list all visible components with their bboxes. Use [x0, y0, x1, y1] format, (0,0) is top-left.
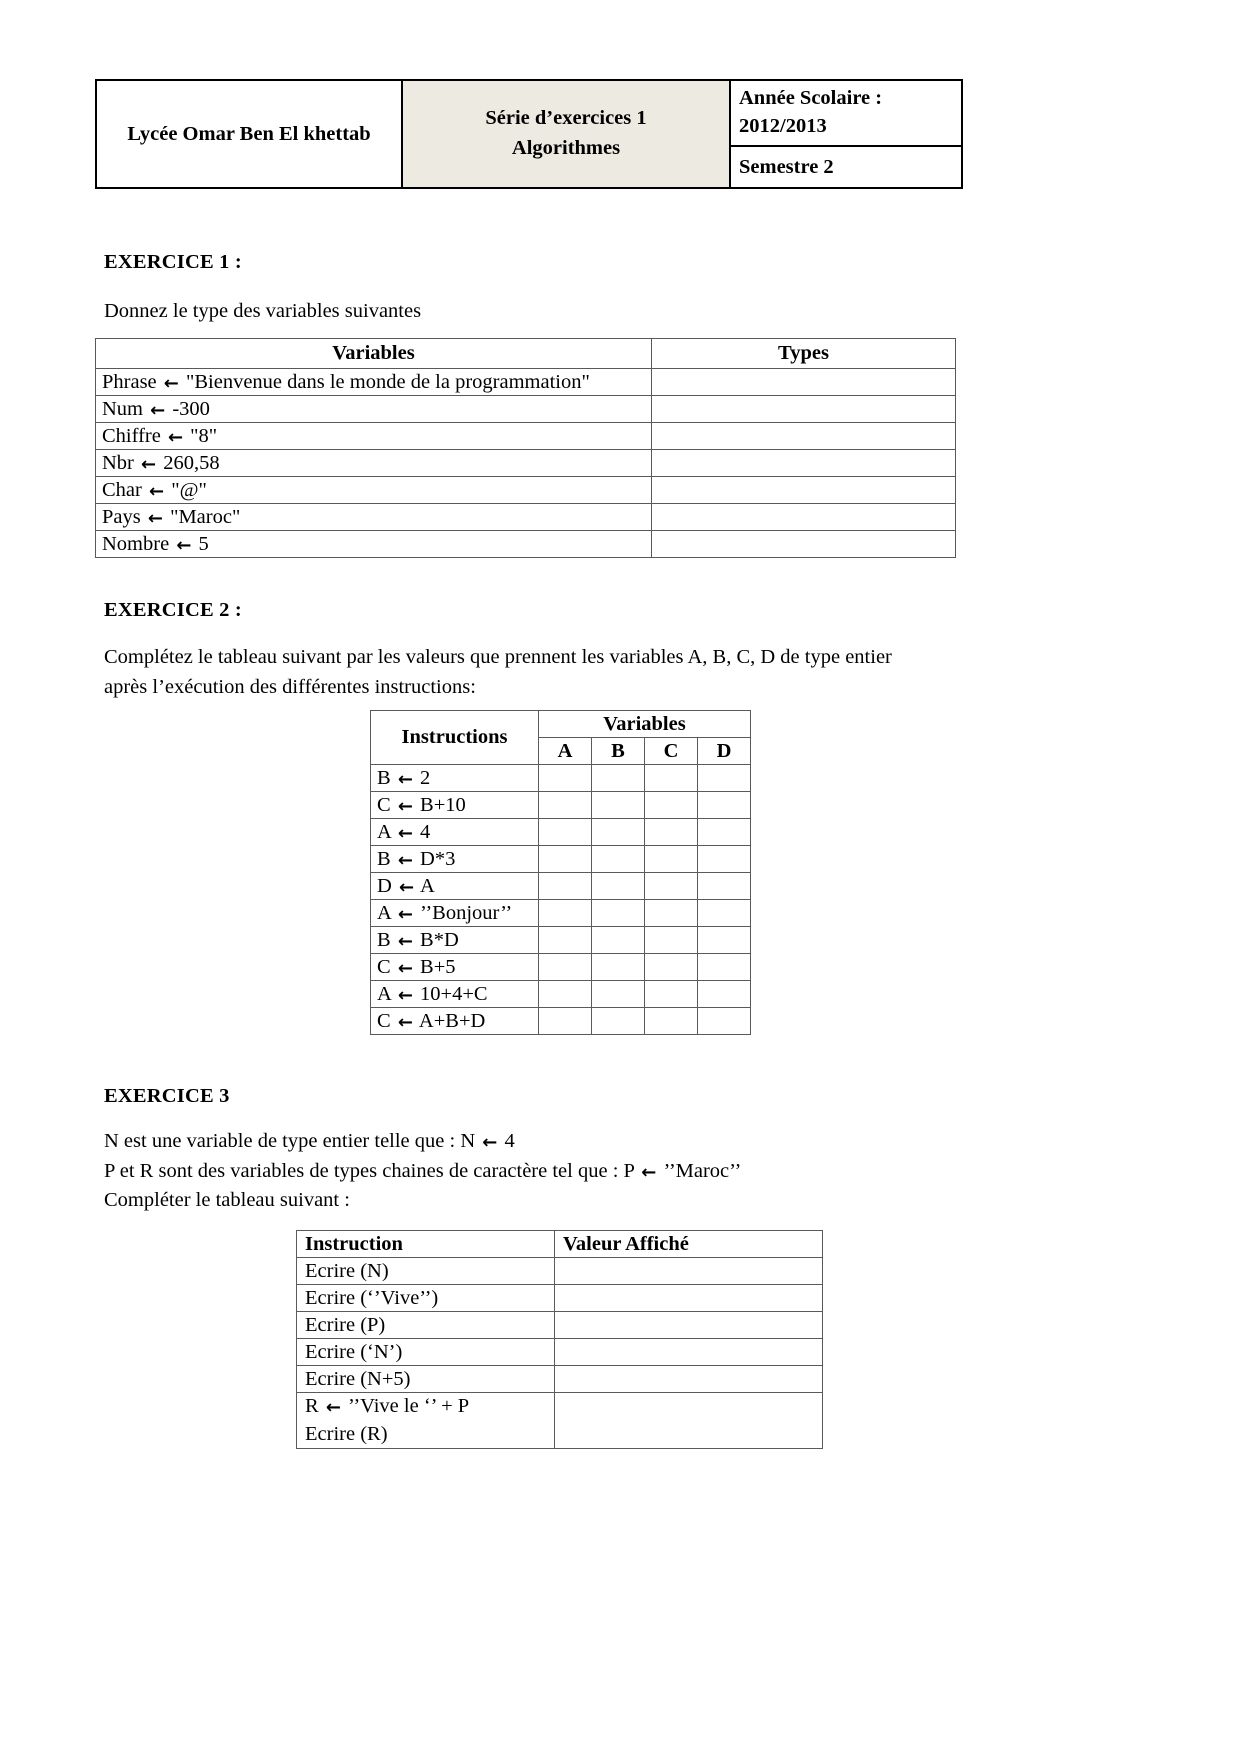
variable-value: "Maroc"	[164, 505, 241, 528]
displayed-value-cell[interactable]	[555, 1258, 823, 1285]
exercise2-instruction	[104, 643, 984, 702]
value-cell-b[interactable]	[592, 765, 645, 792]
instruction-target: C	[377, 1009, 396, 1032]
variable-name: Nbr	[102, 451, 140, 474]
header-table	[95, 79, 963, 189]
header-year-label: Année Scolaire :	[739, 87, 883, 110]
exercise3-line3: Compléter le tableau suivant :	[104, 1189, 350, 1212]
value-cell-d[interactable]	[698, 765, 751, 792]
instruction-target: D	[377, 874, 397, 897]
instruction-cell	[371, 792, 539, 819]
variable-value: "8"	[185, 424, 218, 447]
instruction-expression: 2	[414, 766, 431, 789]
column-header-variable-d: D	[698, 738, 751, 765]
exercise3-line2-post: ’’Maroc’’	[658, 1159, 742, 1182]
column-header-valeur-affiche: Valeur Affiché	[555, 1231, 823, 1258]
table-header-row	[297, 1231, 823, 1258]
left-arrow-icon: ←	[397, 768, 413, 790]
variable-name: Phrase	[102, 370, 162, 393]
table-row	[96, 423, 956, 450]
document-header	[95, 79, 963, 189]
left-arrow-icon: ←	[398, 876, 415, 898]
instruction-cell: Ecrire (‘’Vive’’)	[297, 1285, 555, 1312]
instruction-cell	[371, 927, 539, 954]
displayed-value-cell[interactable]	[555, 1312, 823, 1339]
header-year-value: 2012/2013	[739, 115, 827, 137]
value-cell-d[interactable]	[698, 1008, 751, 1035]
instruction-target: A	[377, 982, 396, 1005]
value-cell-c[interactable]	[645, 927, 698, 954]
variable-declaration-cell	[96, 396, 652, 423]
column-header-instruction: Instruction	[297, 1231, 555, 1258]
value-cell-c[interactable]	[645, 819, 698, 846]
type-answer-cell[interactable]	[652, 423, 956, 450]
exercise2-heading: EXERCICE 2 :	[104, 599, 242, 621]
displayed-value-cell[interactable]	[555, 1285, 823, 1312]
value-cell-c[interactable]	[645, 792, 698, 819]
column-header-variables: Variables	[96, 339, 652, 369]
value-cell-d[interactable]	[698, 954, 751, 981]
left-arrow-icon: ←	[397, 957, 413, 979]
left-arrow-icon: ←	[482, 1132, 498, 1153]
table-row	[96, 477, 956, 504]
instruction-cell: Ecrire (‘N’)	[297, 1339, 555, 1366]
variable-declaration-cell	[96, 477, 652, 504]
table-row	[371, 900, 751, 927]
exercise2-table	[370, 710, 751, 1035]
instruction-expression: 4	[414, 820, 431, 843]
instruction-expression: B+10	[414, 793, 466, 816]
exercise2-table-wrapper	[370, 710, 751, 1035]
value-cell-b[interactable]	[592, 819, 645, 846]
left-arrow-icon: ←	[150, 399, 166, 421]
header-series-line1: Série d’exercices 1	[485, 107, 647, 130]
value-cell-d[interactable]	[698, 792, 751, 819]
variable-declaration-cell	[96, 450, 652, 477]
instruction-cell	[371, 873, 539, 900]
instruction-target: A	[377, 820, 396, 843]
header-row	[96, 80, 962, 146]
exercise3-table	[296, 1230, 823, 1449]
variable-name: Num	[102, 397, 149, 420]
value-cell-a[interactable]	[539, 954, 592, 981]
variable-value: 260,58	[158, 451, 220, 474]
instruction-target: A	[377, 901, 396, 924]
type-answer-cell[interactable]	[652, 531, 956, 558]
value-cell-d[interactable]	[698, 981, 751, 1008]
instruction-cell	[371, 819, 539, 846]
table-row	[371, 981, 751, 1008]
table-row	[96, 531, 956, 558]
column-header-variables-group: Variables	[539, 711, 751, 738]
exercise3-heading: EXERCICE 3	[104, 1085, 230, 1107]
instruction-expression: 10+4+C	[414, 982, 488, 1005]
left-arrow-icon: ←	[148, 480, 165, 502]
value-cell-b[interactable]	[592, 1008, 645, 1035]
type-answer-cell[interactable]	[652, 396, 956, 423]
exercise1-table-wrapper	[95, 338, 955, 558]
value-cell-a[interactable]	[539, 846, 592, 873]
variable-name: Pays	[102, 505, 146, 528]
exercise3-line1	[104, 1127, 1004, 1157]
table-row	[371, 819, 751, 846]
instruction-target: R	[305, 1395, 324, 1417]
table-header-row-group	[371, 711, 751, 738]
exercise3-line1-pre: N est une variable de type entier telle que : N	[104, 1130, 481, 1152]
instruction-cell	[371, 765, 539, 792]
value-cell-b[interactable]	[592, 927, 645, 954]
exercise2-instruction-line2: après l’exécution des différentes instructions:	[104, 675, 476, 698]
exercise1-table	[95, 338, 956, 558]
variable-name: Nombre	[102, 532, 175, 555]
type-answer-cell[interactable]	[652, 477, 956, 504]
value-cell-c[interactable]	[645, 981, 698, 1008]
exercise2-instruction-line1: Complétez le tableau suivant par les valeurs que prennent les variables A, B, C, D de type entier	[104, 646, 892, 668]
column-header-instructions: Instructions	[371, 711, 539, 765]
value-cell-a[interactable]	[539, 792, 592, 819]
instruction-cell	[371, 1008, 539, 1035]
exercise3-line2-pre: P et R sont des variables de types chaines de caractère tel que : P	[104, 1159, 640, 1182]
instruction-target: B	[377, 928, 396, 951]
table-header-row	[96, 339, 956, 369]
value-cell-d[interactable]	[698, 900, 751, 927]
value-cell-b[interactable]	[592, 900, 645, 927]
instruction-cell: Ecrire (N+5)	[297, 1366, 555, 1393]
instruction-cell	[371, 900, 539, 927]
table-row	[297, 1312, 823, 1339]
displayed-value-cell[interactable]	[555, 1366, 823, 1393]
table-row	[371, 954, 751, 981]
left-arrow-icon: ←	[325, 1397, 341, 1418]
column-header-types: Types	[652, 339, 956, 369]
type-answer-cell[interactable]	[652, 369, 956, 396]
instruction-expression: B*D	[414, 928, 459, 951]
left-arrow-icon: ←	[397, 1011, 413, 1033]
instruction-target: B	[377, 847, 396, 870]
table-row	[371, 873, 751, 900]
value-cell-a[interactable]	[539, 819, 592, 846]
instruction-cell	[371, 846, 539, 873]
instruction-cell	[371, 981, 539, 1008]
table-row	[96, 369, 956, 396]
exercise1-heading: EXERCICE 1 :	[104, 251, 242, 273]
value-cell-c[interactable]	[645, 1008, 698, 1035]
instruction-target: C	[377, 955, 396, 978]
table-row	[371, 765, 751, 792]
table-row	[96, 450, 956, 477]
variable-declaration-cell	[96, 423, 652, 450]
value-cell-b[interactable]	[592, 846, 645, 873]
column-header-variable-b: B	[592, 738, 645, 765]
table-row	[96, 396, 956, 423]
table-row	[371, 846, 751, 873]
variable-value: -300	[167, 397, 210, 420]
displayed-value-cell[interactable]	[555, 1339, 823, 1366]
table-row	[297, 1366, 823, 1393]
value-cell-b[interactable]	[592, 792, 645, 819]
left-arrow-icon: ←	[397, 984, 413, 1006]
instruction-expression: A	[416, 874, 435, 897]
left-arrow-icon: ←	[147, 507, 163, 529]
header-series-line2: Algorithmes	[511, 137, 621, 159]
left-arrow-icon: ←	[163, 372, 179, 394]
value-cell-a[interactable]	[539, 873, 592, 900]
left-arrow-icon: ←	[641, 1161, 657, 1183]
value-cell-c[interactable]	[645, 873, 698, 900]
exercise3-table-wrapper	[296, 1230, 823, 1449]
variable-name: Chiffre	[102, 424, 166, 447]
value-cell-a[interactable]	[539, 981, 592, 1008]
value-cell-d[interactable]	[698, 846, 751, 873]
instruction-assignment-line	[305, 1393, 546, 1421]
exercise1-instruction: Donnez le type des variables suivantes	[104, 300, 422, 322]
instruction-expression: B+5	[414, 955, 456, 978]
instruction-expression: A+B+D	[414, 1009, 486, 1032]
variable-value: "@"	[166, 478, 207, 501]
value-cell-a[interactable]	[539, 927, 592, 954]
left-arrow-icon: ←	[397, 795, 413, 817]
header-semester: Semestre 2	[730, 146, 962, 188]
instruction-cell	[371, 954, 539, 981]
table-row	[371, 1008, 751, 1035]
type-answer-cell[interactable]	[652, 504, 956, 531]
instruction-target: B	[377, 766, 396, 789]
variable-value: 5	[193, 532, 209, 555]
instruction-cell: Ecrire (N)	[297, 1258, 555, 1285]
instruction-cell	[297, 1393, 555, 1449]
header-school-year	[730, 80, 962, 146]
instruction-expression: ’’Bonjour’’	[414, 901, 513, 924]
value-cell-c[interactable]	[645, 765, 698, 792]
table-row	[371, 792, 751, 819]
displayed-value-cell[interactable]	[555, 1393, 823, 1449]
exercise3-line1-post: 4	[499, 1130, 515, 1152]
table-row	[96, 504, 956, 531]
value-cell-a[interactable]	[539, 765, 592, 792]
table-row	[297, 1285, 823, 1312]
value-cell-b[interactable]	[592, 954, 645, 981]
left-arrow-icon: ←	[397, 903, 413, 925]
left-arrow-icon: ←	[397, 822, 413, 844]
value-cell-d[interactable]	[698, 819, 751, 846]
value-cell-c[interactable]	[645, 900, 698, 927]
instruction-target: C	[377, 793, 396, 816]
variable-declaration-cell	[96, 531, 652, 558]
table-row	[297, 1393, 823, 1449]
exercise3-line2	[104, 1157, 1004, 1187]
left-arrow-icon: ←	[397, 849, 413, 871]
value-cell-a[interactable]	[539, 1008, 592, 1035]
left-arrow-icon: ←	[167, 426, 184, 448]
column-header-variable-a: A	[539, 738, 592, 765]
value-cell-a[interactable]	[539, 900, 592, 927]
value-cell-d[interactable]	[698, 873, 751, 900]
value-cell-c[interactable]	[645, 846, 698, 873]
exercise3-preamble	[104, 1127, 1004, 1216]
type-answer-cell[interactable]	[652, 450, 956, 477]
header-school-name: Lycée Omar Ben El khettab	[96, 80, 402, 188]
table-row	[297, 1258, 823, 1285]
left-arrow-icon: ←	[141, 453, 157, 475]
table-row	[371, 927, 751, 954]
variable-name: Char	[102, 478, 147, 501]
value-cell-c[interactable]	[645, 954, 698, 981]
variable-declaration-cell	[96, 504, 652, 531]
variable-declaration-cell	[96, 369, 652, 396]
value-cell-b[interactable]	[592, 873, 645, 900]
value-cell-d[interactable]	[698, 927, 751, 954]
instruction-expression: D*3	[414, 847, 456, 870]
left-arrow-icon: ←	[176, 534, 192, 556]
header-series-title	[402, 80, 730, 188]
table-row	[297, 1339, 823, 1366]
instruction-output-line: Ecrire (R)	[305, 1422, 388, 1445]
variable-value: "Bienvenue dans le monde de la programmation"	[180, 370, 590, 393]
value-cell-b[interactable]	[592, 981, 645, 1008]
instruction-expression: ’’Vive le ‘’ + P	[342, 1395, 470, 1417]
instruction-cell: Ecrire (P)	[297, 1312, 555, 1339]
left-arrow-icon: ←	[397, 930, 413, 952]
column-header-variable-c: C	[645, 738, 698, 765]
